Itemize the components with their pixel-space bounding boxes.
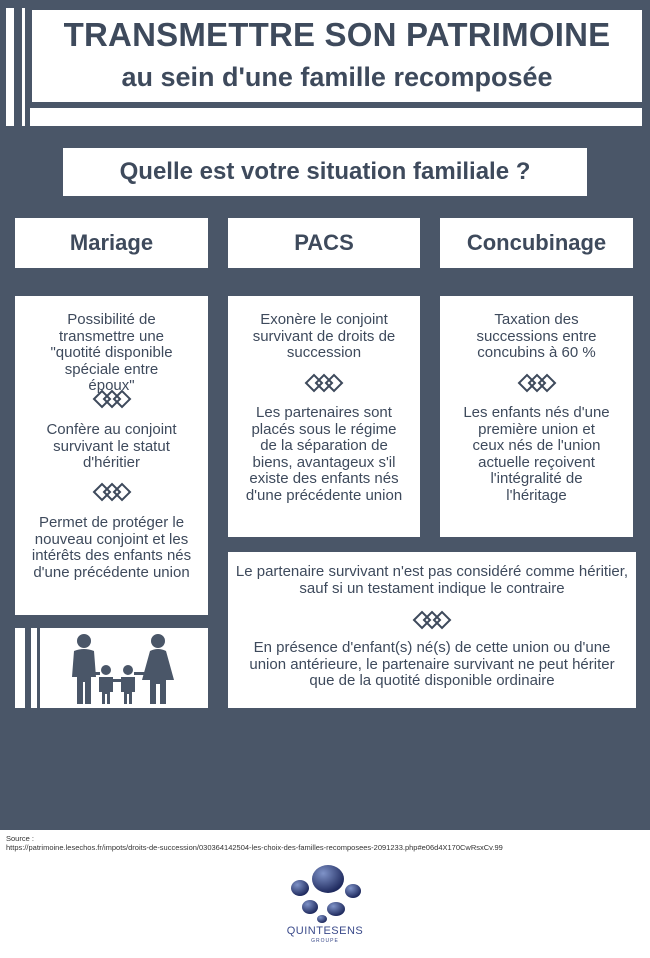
- source-label: Source :: [6, 834, 34, 843]
- mariage-point-1: Possibilité de transmettre une "quotité disponible spéciale entre époux": [50, 311, 173, 394]
- heading-concubinage: Concubinage: [440, 218, 633, 268]
- family-bar-right: [37, 628, 40, 708]
- pacs-point-2: Les partenaires sont placés sous le régime de la séparation de biens, avantageux s'il existe des enfants nés d'une précédente union: [245, 404, 403, 504]
- shared-point-2: En présence d'enfant(s) né(s) de cette union ou d'une union antérieure, le partenaire survivant ne peut hériter que de la quotité disponible ordinaire: [249, 639, 615, 689]
- logo-mark-icon: [280, 862, 370, 924]
- header-bar-left: [6, 8, 14, 126]
- shared-point-1: Le partenaire survivant n'est pas considéré comme héritier, sauf si un testament indique le contraire: [235, 563, 629, 597]
- concubinage-point-2: Les enfants nés d'une première union et ceux nés de l'union actuelle reçoivent l'intégralité de l'héritage: [463, 404, 610, 504]
- mariage-point-3: Permet de protéger le nouveau conjoint et les intérêts des enfants nés d'une précédente union: [31, 514, 192, 581]
- card-mariage: [15, 296, 208, 615]
- diamond-ornament-icon: [440, 373, 633, 393]
- header-bar-mid: [22, 8, 25, 126]
- header-underline: [30, 108, 642, 126]
- quintesens-logo: [270, 862, 380, 952]
- diamond-ornament-icon: [228, 610, 636, 630]
- diamond-ornament-icon: [15, 482, 208, 502]
- family-bar-left: [25, 628, 31, 708]
- heading-pacs: PACS: [228, 218, 420, 268]
- concubinage-point-1: Taxation des successions entre concubins à 60 %: [476, 311, 597, 361]
- logo-name: QUINTESENS: [286, 925, 364, 937]
- source-citation: [6, 834, 503, 852]
- question-heading: Quelle est votre situation familiale ?: [63, 148, 587, 196]
- source-link[interactable]: https://patrimoine.lesechos.fr/impots/droits-de-succession/030364142504-les-choix-des-familles-recomposees-2091233.php#e06d4X170CwRsxCv.99: [6, 843, 503, 852]
- logo-subtitle: GROUPE: [311, 938, 339, 944]
- mariage-point-2: Confère au conjoint survivant le statut d'héritier: [46, 421, 177, 471]
- family-box: [15, 628, 208, 708]
- diamond-ornament-icon: [15, 389, 208, 409]
- card-shared-pacs-concubinage: [228, 552, 636, 708]
- page-title: TRANSMETTRE SON PATRIMOINE: [63, 16, 611, 53]
- pacs-point-1: Exonère le conjoint survivant de droits de succession: [252, 311, 396, 361]
- heading-mariage: Mariage: [15, 218, 208, 268]
- header-box: [32, 10, 642, 102]
- card-pacs: [228, 296, 420, 537]
- card-concubinage: [440, 296, 633, 537]
- family-icon: [70, 632, 200, 706]
- diamond-ornament-icon: [228, 373, 420, 393]
- page-subtitle: au sein d'une famille recomposée: [121, 62, 553, 92]
